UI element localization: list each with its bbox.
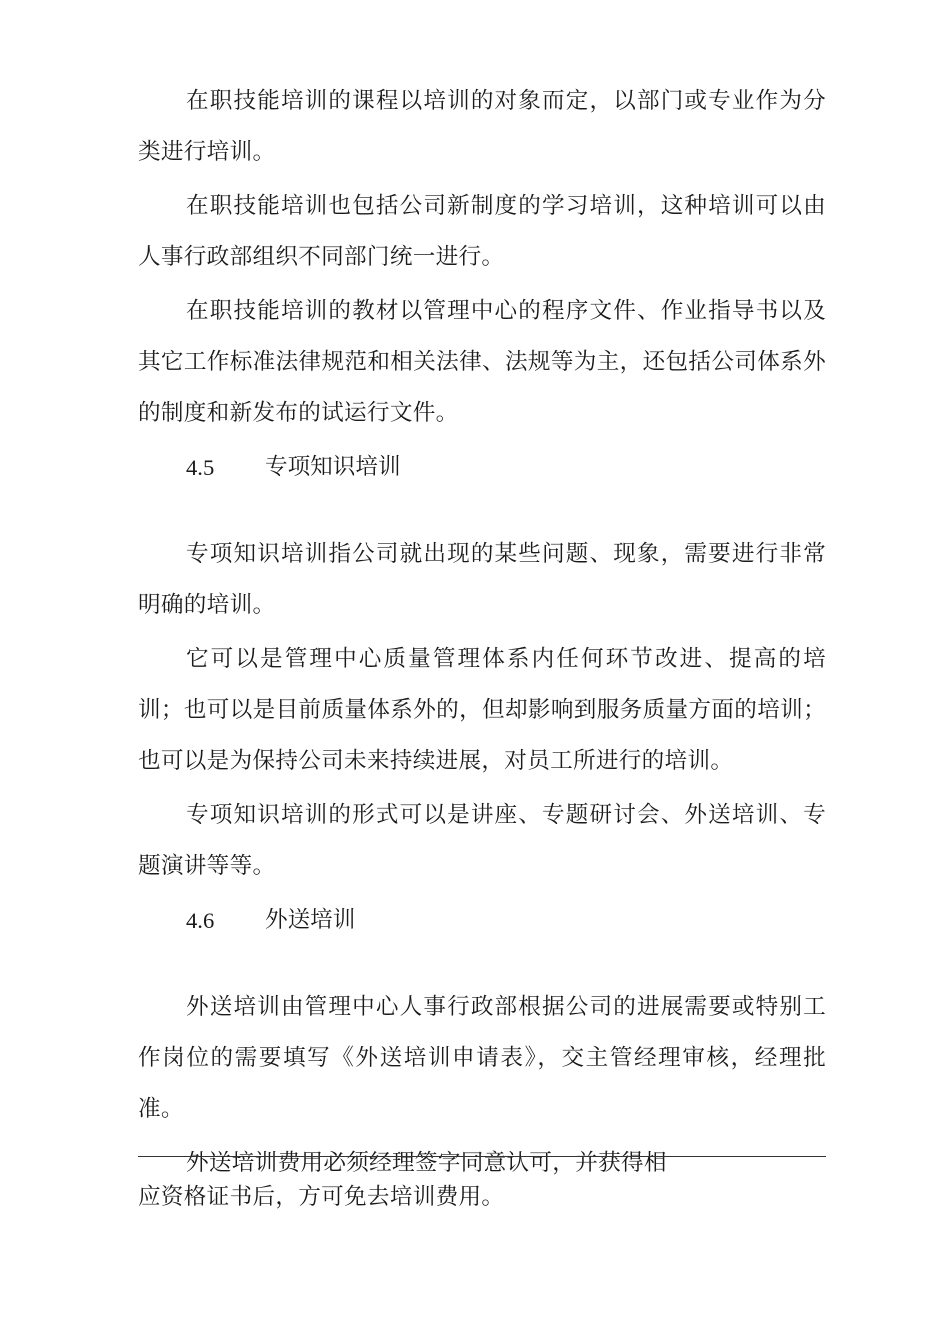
paragraph-training-materials: 在职技能培训的教材以管理中心的程序文件、作业指导书以及其它工作标准法律规范和相关法律、法规等为主，还包括公司体系外的制度和新发布的试运行文件。 <box>138 298 826 426</box>
page-break-divider <box>138 1156 826 1157</box>
spacer <box>138 493 826 529</box>
paragraph-special-training-scope: 它可以是管理中心质量管理体系内任何环节改进、提高的培训；也可以是目前质量体系外的，但却影响到服务质量方面的培训；也可以是为保持公司未来持续进展，对员工所进行的培训。 <box>138 646 826 774</box>
spacer <box>138 946 826 982</box>
paragraph-curriculum: 在职技能培训的课程以培训的对象而定，以部门或专业作为分类进行培训。 <box>138 88 826 165</box>
section-title: 外送培训 <box>265 907 356 933</box>
section-heading-4-6 <box>138 895 826 946</box>
section-number: 4.5 <box>186 455 215 480</box>
paragraph-special-training-forms: 专项知识培训的形式可以是讲座、专题研讨会、外送培训、专题演讲等等。 <box>138 802 826 879</box>
paragraph-special-training-definition: 专项知识培训指公司就出现的某些问题、现象，需要进行非常明确的培训。 <box>138 541 826 618</box>
paragraph-external-training-application: 外送培训由管理中心人事行政部根据公司的进展需要或特别工作岗位的需要填写《外送培训申请表》，交主管经理审核，经理批准。 <box>138 994 826 1122</box>
paragraph-new-policy-training: 在职技能培训也包括公司新制度的学习培训，这种培训可以由人事行政部组织不同部门统一进行。 <box>138 193 826 270</box>
section-heading-4-5 <box>138 442 826 493</box>
paragraph-continuation: 应资格证书后，方可免去培训费用。 <box>138 1184 505 1210</box>
paragraph-external-training-fee: 外送培训费用必须经理签字同意认可，并获得相 <box>186 1150 667 1176</box>
document-body <box>138 76 826 1192</box>
section-title: 专项知识培训 <box>265 454 401 480</box>
section-number: 4.6 <box>186 908 215 933</box>
